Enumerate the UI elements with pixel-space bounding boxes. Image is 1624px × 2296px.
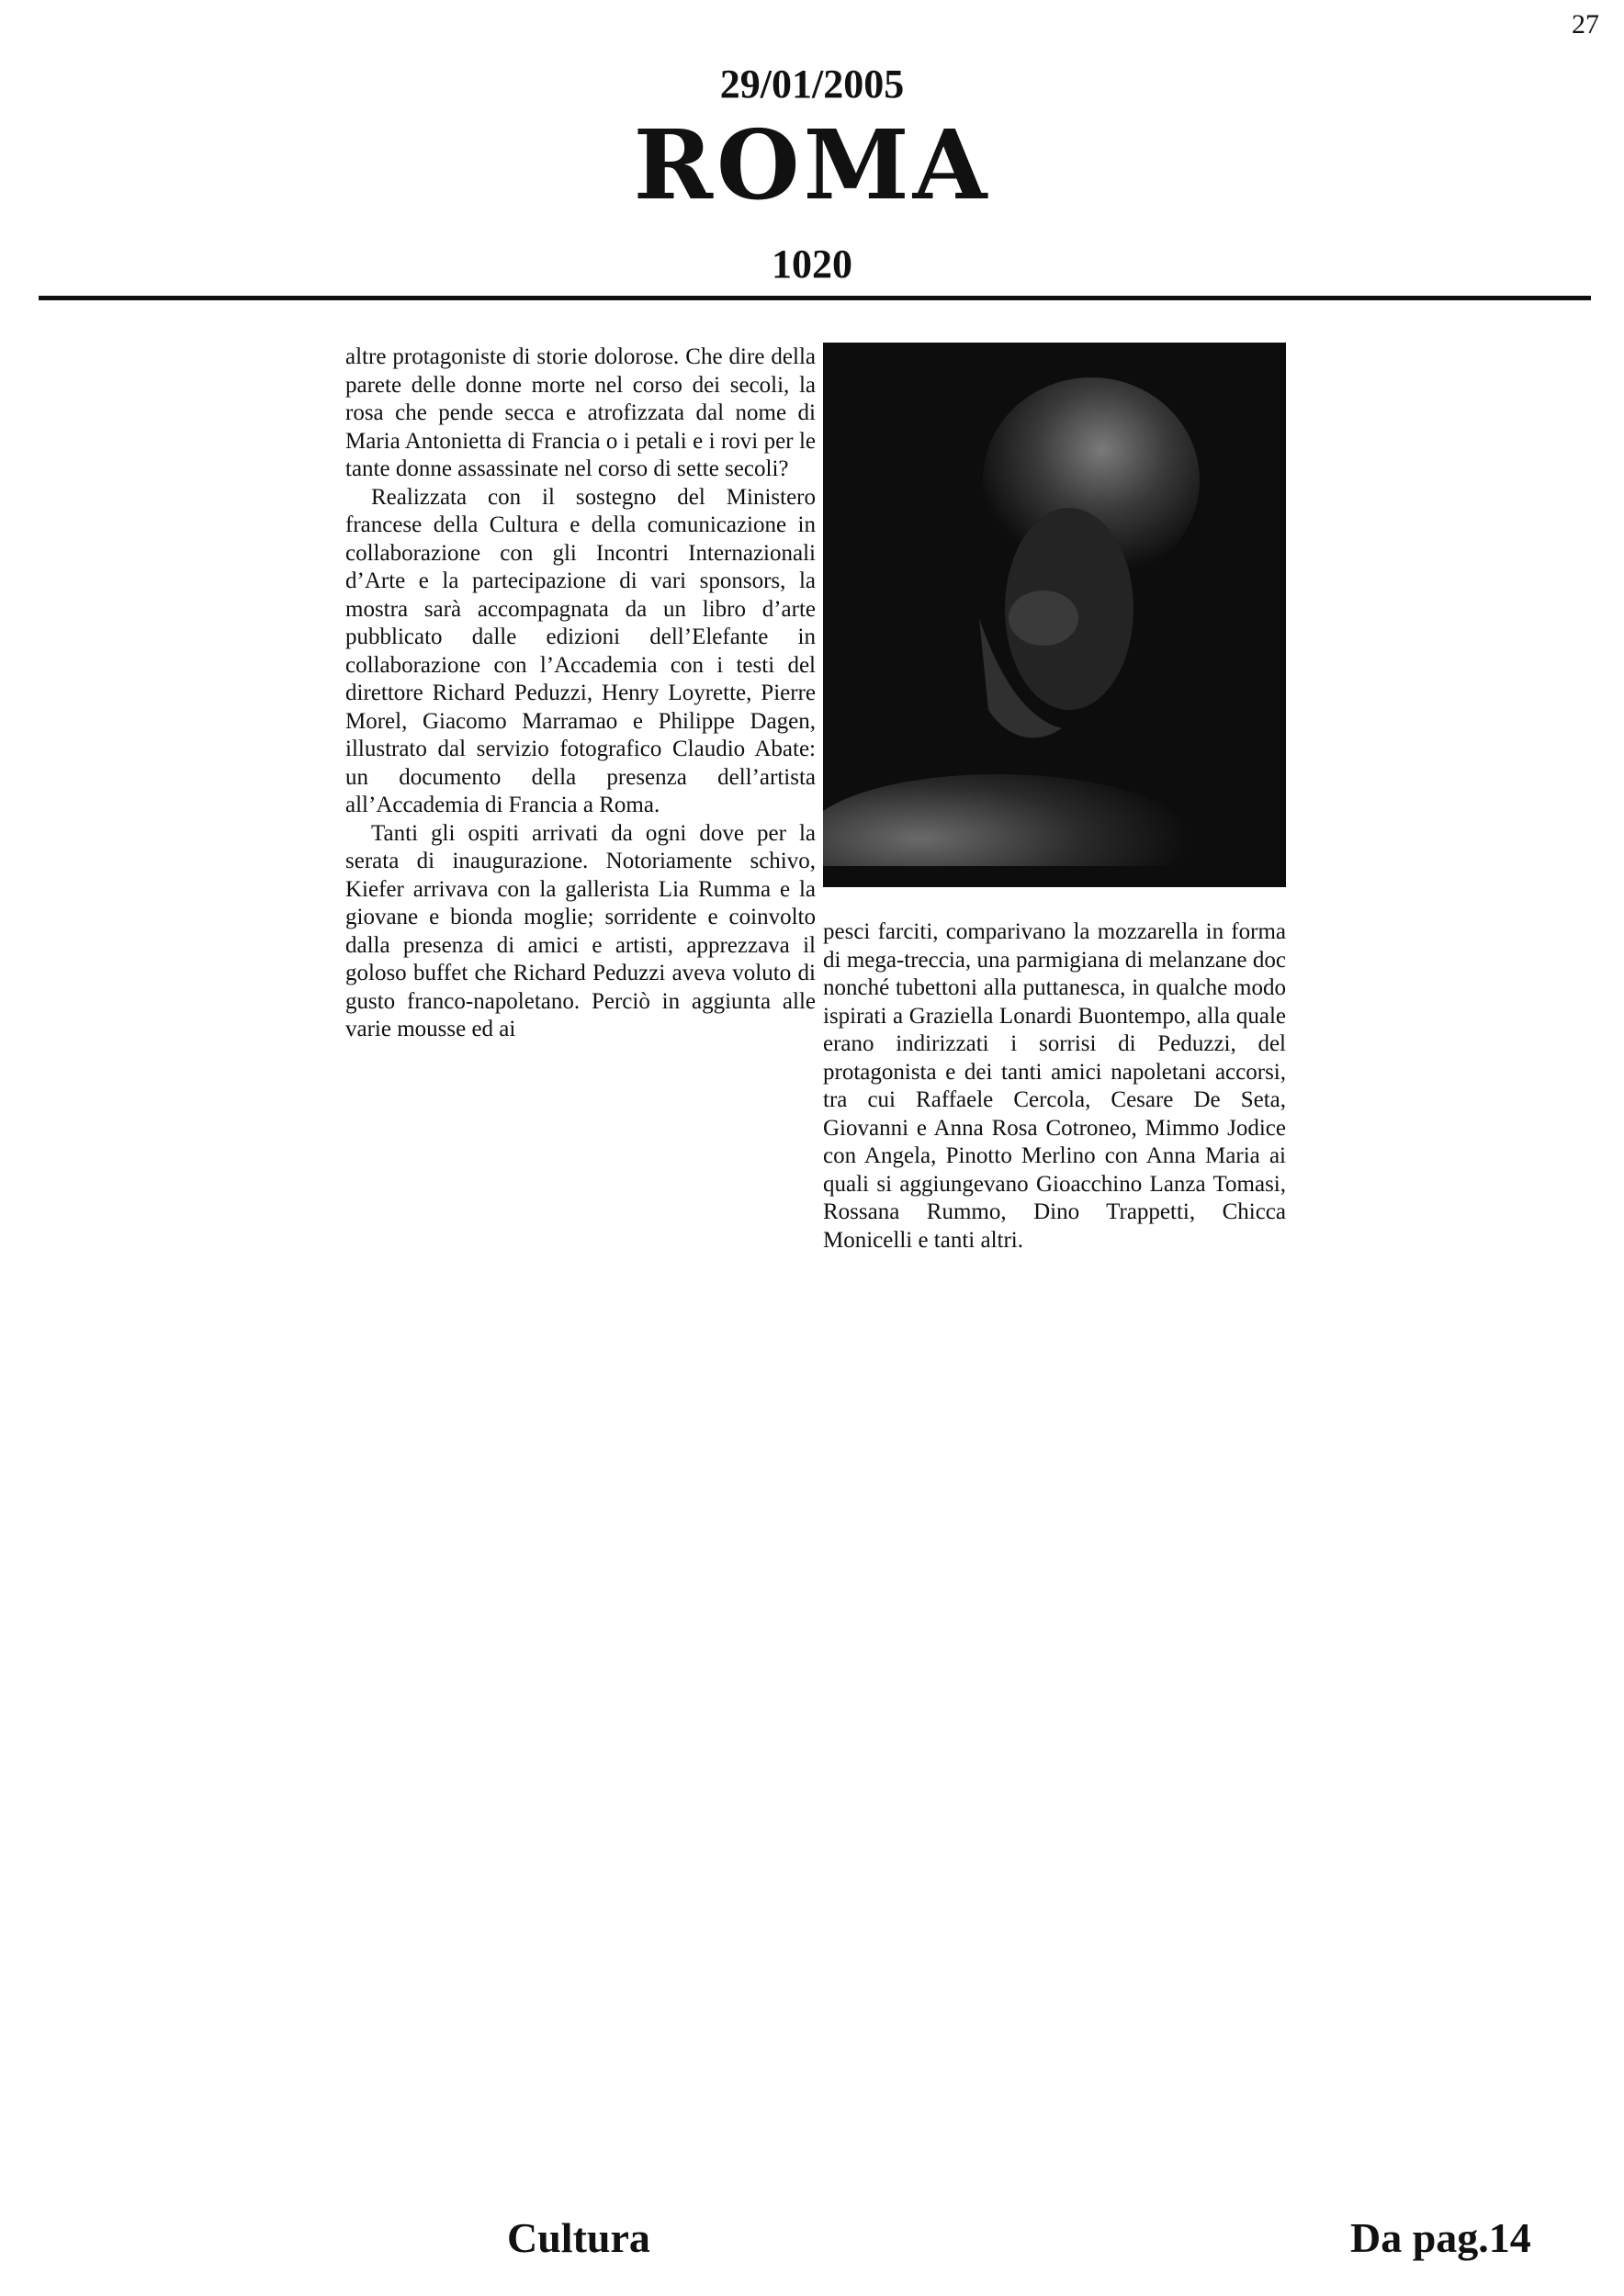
newspaper-masthead: ROMA <box>633 108 991 221</box>
clipping-code: 1020 <box>772 242 852 287</box>
header-divider <box>39 296 1591 300</box>
article-paragraph: pesci farciti, comparivano la mozzarella in forma di mega-treccia, una parmigiana di melanzane doc nonché tubettoni alla puttanesca, in qualche modo ispirati a Graziella Lonardi Buontempo, alla quale erano indirizzati i sorrisi di Peduzzi, del protagonista e dei tanti amici napoletani accorsi, tra cui Raffaele Cercola, Cesare De Seta, Giovanni e Anna Rosa Cotroneo, Mimmo Jodice con Angela, Pinotto Merlino con Anna Maria ai quali si aggiungevano Gioacchino Lanza Tomasi, Rossana Rummo, Dino Trappetti, Chicca Monicelli e tanti altri. <box>823 919 1286 1253</box>
article-left-column <box>345 343 816 1044</box>
article-right-column <box>823 918 1286 1255</box>
publication-date: 29/01/2005 <box>719 62 905 107</box>
section-label: Cultura <box>507 2214 650 2261</box>
article-paragraph: Realizzata con il sostegno del Ministero francese della Cultura e della comunicazione in collaborazione con gli Incontri Internazionali d’Arte e la partecipazione di vari sponsors, la mostra sarà accompagnata da un libro d’arte pubblicato dalle edizioni dell’Elefante in collaborazione con l’Accademia con i testi del direttore Richard Peduzzi, Henry Loyrette, Pierre Morel, Giacomo Marramao e Philippe Dagen, illustrato dal servizio fotografico Claudio Abate: un documento della presenza dell’artista all’Accademia di Francia a Roma. <box>345 484 816 817</box>
artist-portrait-photo <box>823 343 1286 887</box>
article-paragraph: Tanti gli ospiti arrivati da ogni dove per la serata di inaugurazione. Notoriamente schivo, Kiefer arrivava con la gallerista Lia Rumma e la giovane e bionda moglie; sorridente e coinvolto dalla presenza di amici e artisti, apprezzava il goloso buffet che Richard Peduzzi aveva voluto di gusto franco-napoletano. Perciò in aggiunta alle varie mousse ed ai <box>345 820 816 1041</box>
source-page-label: Da pag.14 <box>1350 2214 1531 2261</box>
page-number: 27 <box>1572 9 1599 39</box>
article-paragraph: altre protagoniste di storie dolorose. Che dire della parete delle donne morte nel corso dei secoli, la rosa che pende secca e atrofizzata dal nome di Maria Antonietta di Francia o i petali e i rovi per le tante donne assassinate nel corso di sette secoli? <box>345 344 816 481</box>
portrait-image <box>823 343 1286 887</box>
